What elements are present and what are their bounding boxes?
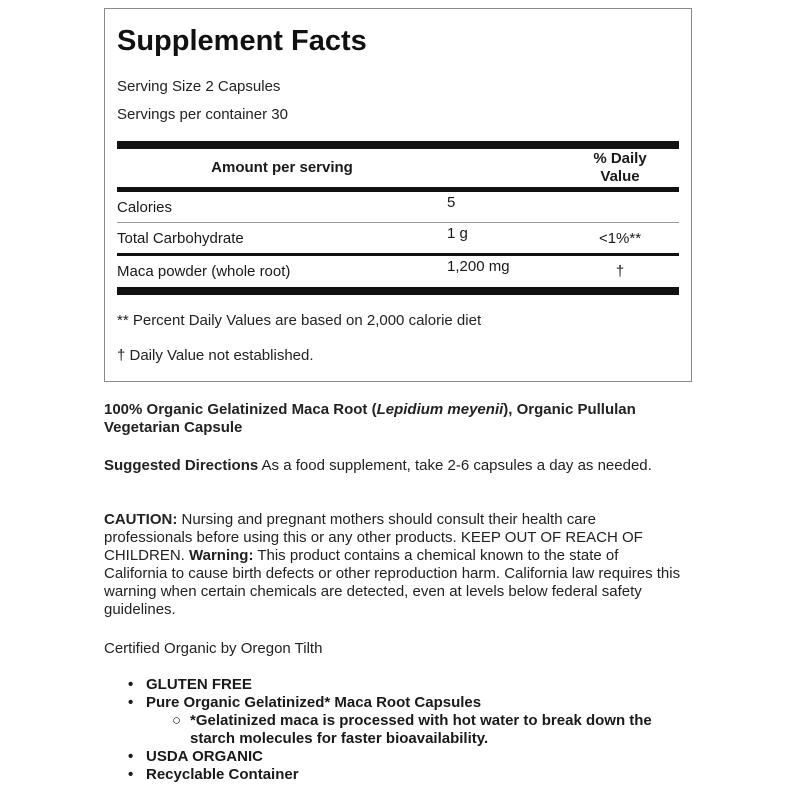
features-sublist xyxy=(146,712,688,748)
nutrient-amount: 1,200 mg xyxy=(447,258,510,275)
feature-gelatinized: Pure Organic Gelatinized* Maca Root Capsules xyxy=(146,694,482,711)
footnote-not-established: † Daily Value not established. xyxy=(117,347,314,364)
facts-title: Supplement Facts xyxy=(117,25,367,57)
nutrient-dv: † xyxy=(615,263,625,280)
ingredients-part2: ), Organic Pullulan Vegetarian Capsule xyxy=(104,401,636,436)
directions-text xyxy=(104,457,664,475)
nutrient-row-maca xyxy=(117,256,679,286)
nutrient-name: Calories xyxy=(117,199,173,216)
nutrient-row-carbohydrate xyxy=(117,223,679,253)
directions-body: As a food supplement, take 2-6 capsules a day as needed. xyxy=(258,457,652,474)
nutrient-name: Total Carbohydrate xyxy=(117,230,244,247)
divider-thick-bottom xyxy=(117,287,679,295)
nutrient-row-calories xyxy=(117,192,679,222)
daily-value-header-line2: Value xyxy=(600,168,640,185)
warning-body: This product contains a chemical known to the state of California to cause birth defects or other reproduction harm. California law requires this warning when certain chemicals are detected, even at levels below federal safety guidelines. xyxy=(104,547,681,618)
daily-value-header-line1: % Daily xyxy=(593,150,647,167)
list-item xyxy=(128,676,688,694)
amount-per-serving-header: Amount per serving xyxy=(211,159,353,176)
caution-body: Nursing and pregnant mothers should consult their health care professionals before using this or any other products. KEEP OUT OF REACH OF CHILDREN. xyxy=(104,511,643,564)
list-item xyxy=(128,694,688,748)
bullet-icon: • xyxy=(128,766,134,783)
nutrient-name: Maca powder (whole root) xyxy=(117,263,291,280)
feature-gluten-free: GLUTEN FREE xyxy=(146,676,252,693)
bullet-icon: • xyxy=(128,748,134,765)
nutrient-amount: 1 g xyxy=(447,225,468,242)
bullet-icon: • xyxy=(128,676,134,693)
bullet-icon: • xyxy=(128,694,134,711)
ingredients-latin: Lepidium meyenii xyxy=(376,401,504,418)
list-item xyxy=(128,748,688,766)
certified-text: Certified Organic by Oregon Tilth xyxy=(104,640,323,657)
feature-usda-organic: USDA ORGANIC xyxy=(146,748,263,765)
feature-recyclable: Recyclable Container xyxy=(146,766,299,783)
list-item xyxy=(146,712,688,748)
nutrient-amount: 5 xyxy=(447,194,456,211)
caution-label: CAUTION: xyxy=(104,511,178,528)
circle-bullet-icon: ○ xyxy=(172,712,182,729)
features-list xyxy=(128,676,688,784)
warning-label: Warning: xyxy=(189,547,254,564)
ingredients-text xyxy=(104,401,704,437)
footnote-daily-values: ** Percent Daily Values are based on 2,000 calorie diet xyxy=(117,312,482,329)
supplement-facts-panel xyxy=(104,8,692,382)
caution-text xyxy=(104,511,684,619)
servings-per-container: Servings per container 30 xyxy=(117,106,288,123)
feature-gelatinized-note: *Gelatinized maca is processed with hot water to break down the starch molecules for faster bioavailability. xyxy=(190,712,652,747)
ingredients-part1: 100% Organic Gelatinized Maca Root ( xyxy=(104,401,377,418)
serving-size: Serving Size 2 Capsules xyxy=(117,78,281,95)
nutrient-dv: <1%** xyxy=(598,230,642,247)
divider-thick-top xyxy=(117,141,679,149)
daily-value-header xyxy=(565,150,675,186)
directions-label: Suggested Directions xyxy=(104,457,259,474)
list-item xyxy=(128,766,688,784)
